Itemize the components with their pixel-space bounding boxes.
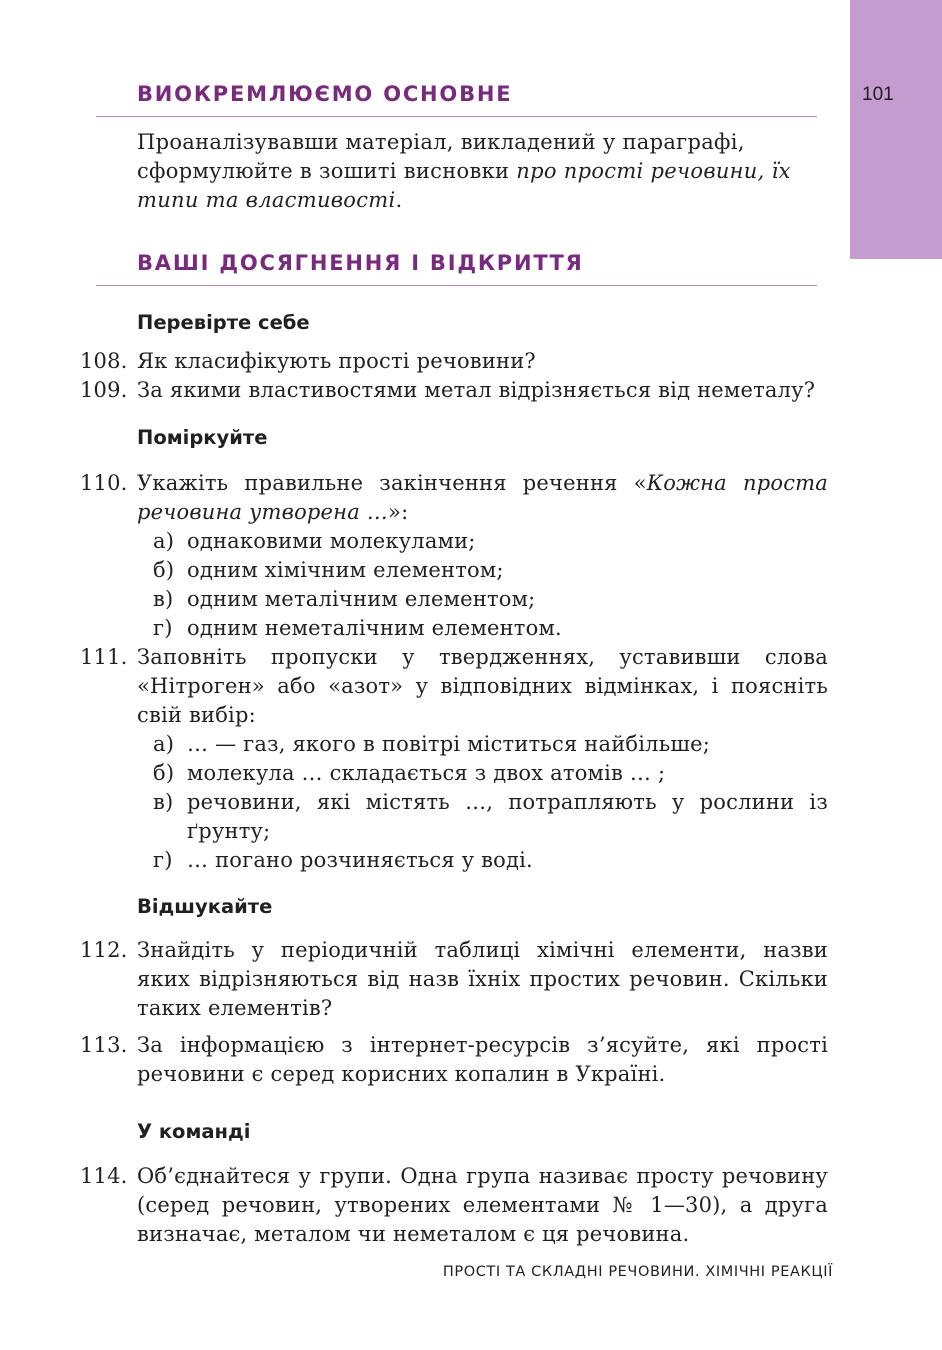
option-text: одним хімічним елементом; — [187, 558, 504, 582]
question-number: 114. — [80, 1164, 128, 1188]
option-text: речовини, які містять …, потрапляють у рослини із ґрунту; — [187, 790, 828, 843]
question-text — [137, 469, 828, 527]
question-109 — [80, 376, 828, 405]
question-113 — [80, 1031, 828, 1089]
question-114 — [80, 1162, 828, 1249]
answer-option — [153, 730, 828, 759]
option-marker: г) — [153, 616, 173, 640]
answer-option — [153, 556, 828, 585]
section-title-achievements: ВАШІ ДОСЯГНЕННЯ І ВІДКРИТТЯ — [137, 251, 584, 275]
running-footer: ПРОСТІ ТА СКЛАДНІ РЕЧОВИНИ. ХІМІЧНІ РЕАКЦІЇ — [442, 1264, 833, 1280]
section-divider — [96, 116, 817, 117]
option-text: … — газ, якого в повітрі міститься найбільше; — [187, 732, 710, 756]
answer-option — [153, 527, 828, 556]
question-108 — [80, 347, 828, 376]
question-text-end: »: — [388, 500, 409, 524]
question-text: За якими властивостями метал відрізняється від неметалу? — [137, 378, 816, 402]
answer-option — [153, 759, 828, 788]
option-text: одним неметалічним елементом. — [187, 616, 562, 640]
summary-text-end: . — [395, 188, 403, 212]
question-number: 110. — [80, 471, 128, 495]
option-marker: а) — [153, 529, 175, 553]
subsection-check-yourself: Перевірте себе — [137, 311, 310, 334]
subsection-think: Поміркуйте — [137, 426, 268, 449]
option-text: одним металічним елементом; — [187, 587, 536, 611]
page-number: 101 — [862, 84, 894, 105]
option-marker: в) — [153, 790, 174, 814]
option-marker: г) — [153, 848, 173, 872]
option-marker: а) — [153, 732, 175, 756]
question-text-part: Укажіть правильне закінчення речення « — [137, 471, 647, 495]
section-title-summary: ВИОКРЕМЛЮЄМО ОСНОВНЕ — [137, 82, 513, 106]
answer-option — [153, 846, 828, 875]
option-text: … погано розчиняється у воді. — [187, 848, 533, 872]
answer-option — [153, 788, 828, 846]
question-text: Об’єднайтеся у групи. Одна група називає просту речовину (серед речовин, утворених елементами № 1—30), а друга визначає, металом чи неметалом є ця речовина. — [137, 1164, 828, 1246]
subsection-team: У команді — [137, 1120, 251, 1143]
section-divider — [96, 285, 817, 286]
question-number: 112. — [80, 938, 128, 962]
answer-option — [153, 585, 828, 614]
option-text: молекула … складається з двох атомів … ; — [187, 761, 666, 785]
chapter-tab — [850, 0, 942, 259]
summary-text-italic: про прості речовини, їх типи та властивості — [137, 159, 791, 212]
question-text-italic: Кожна проста речовина утворена … — [137, 471, 828, 524]
question-text: Знайдіть у періодичній таблиці хімічні елементи, назви яких відрізняються від назв їхніх простих речовин. Скільки таких елементів? — [137, 938, 828, 1020]
question-text: Заповніть пропуски у твердженнях, уставивши слова «Нітроген» або «азот» у відповідних відмінках, і поясніть свій вибір: — [137, 645, 828, 727]
question-text: Як класифікують прості речовини? — [137, 349, 536, 373]
question-112 — [80, 936, 828, 1023]
summary-text: Проаналізувавши матеріал, викладений у параграфі, сформулюйте в зошиті висновки — [137, 130, 745, 183]
question-number: 111. — [80, 645, 128, 669]
question-110 — [80, 469, 828, 643]
option-text: однаковими молекулами; — [187, 529, 476, 553]
option-marker: б) — [153, 761, 175, 785]
option-marker: в) — [153, 587, 174, 611]
question-text: За інформацією з інтернет-ресурсів з’ясуйте, які прості речовини є серед корисних копалин в Україні. — [137, 1033, 828, 1086]
question-number: 108. — [80, 349, 128, 373]
subsection-find: Відшукайте — [137, 895, 273, 918]
question-111 — [80, 643, 828, 875]
question-number: 113. — [80, 1033, 128, 1057]
question-number: 109. — [80, 378, 128, 402]
option-marker: б) — [153, 558, 175, 582]
answer-option — [153, 614, 828, 643]
summary-paragraph — [137, 128, 828, 215]
